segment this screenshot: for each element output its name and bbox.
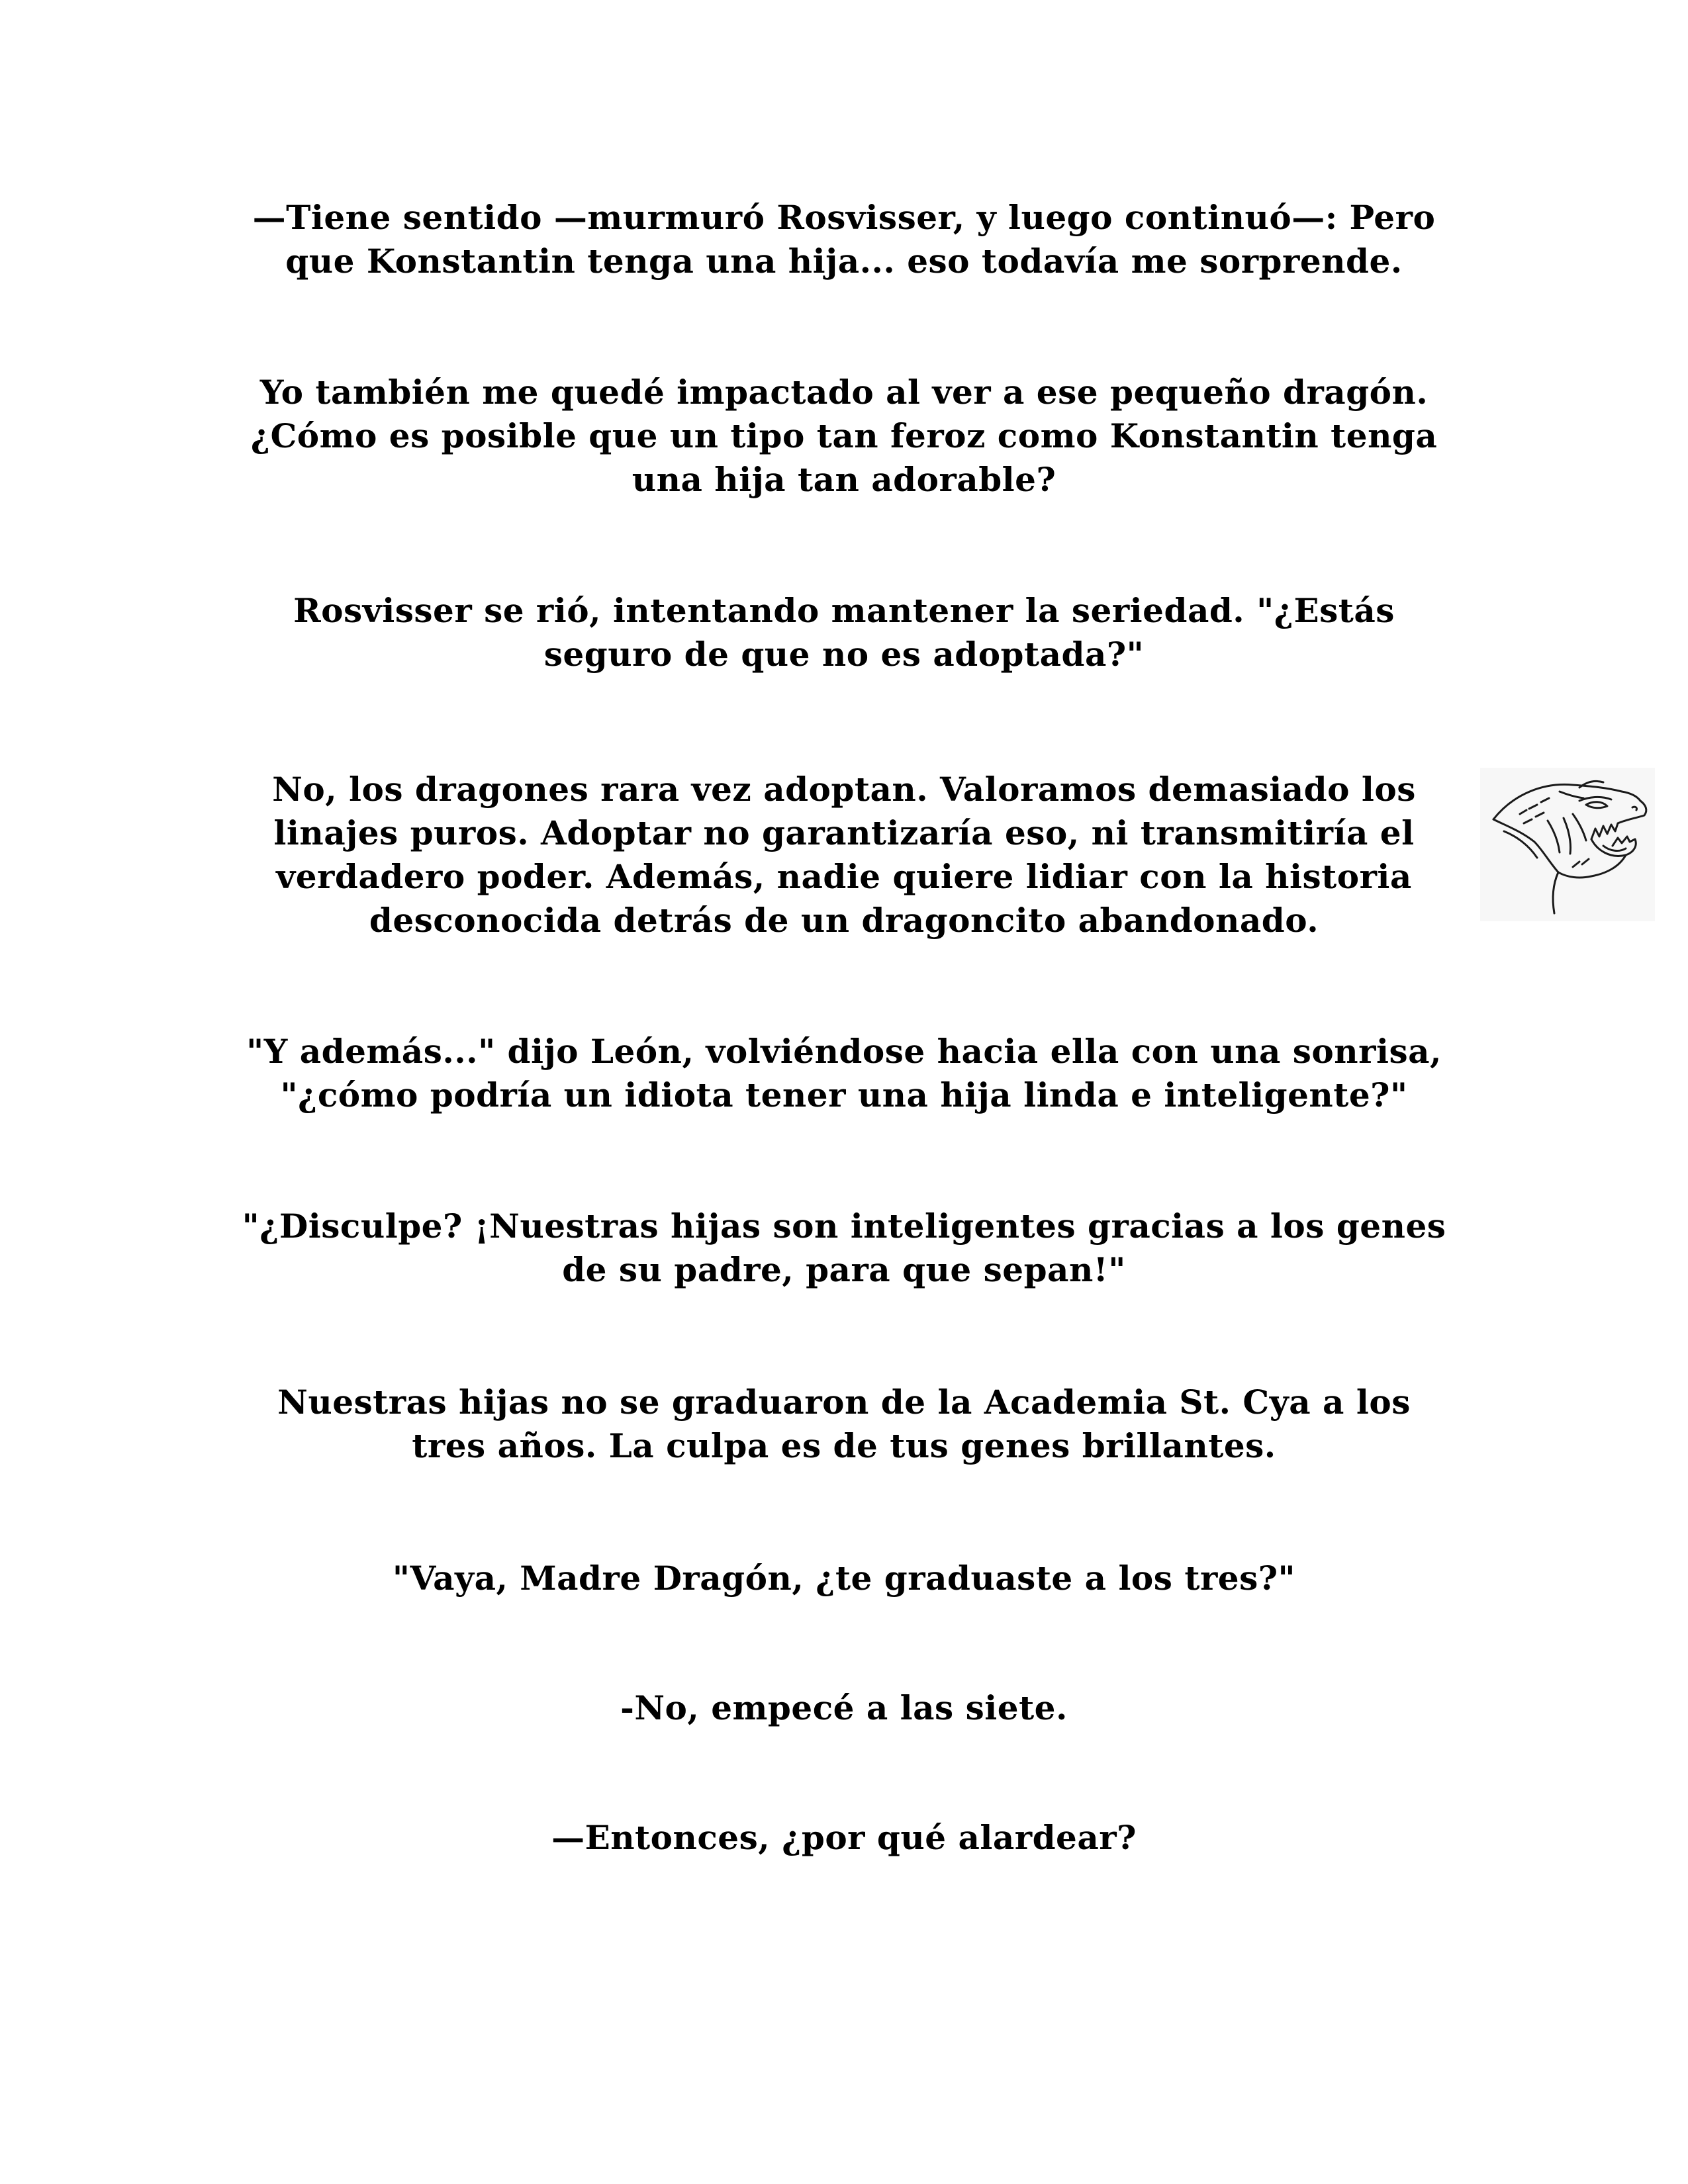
paragraph-line: seguro de que no es adoptada?"	[543, 635, 1145, 674]
paragraph-line: linajes puros. Adoptar no garantizaría eso, ni transmitiría el	[273, 813, 1415, 852]
paragraph-line: "¿cómo podría un idiota tener una hija linda e inteligente?"	[280, 1075, 1408, 1115]
paragraph-7	[0, 1381, 1688, 1468]
paragraph-8	[0, 1557, 1688, 1600]
paragraph-line: —Entonces, ¿por qué alardear?	[551, 1818, 1137, 1857]
paragraph-10	[0, 1816, 1688, 1860]
paragraph-2	[0, 371, 1688, 502]
paragraph-line: de su padre, para que sepan!"	[562, 1250, 1126, 1289]
paragraph-line: verdadero poder. Además, nadie quiere lidiar con la historia	[276, 857, 1412, 896]
paragraph-line: No, los dragones rara vez adoptan. Valoramos demasiado los	[272, 770, 1416, 809]
paragraph-5	[0, 1030, 1688, 1117]
paragraph-line: -No, empecé a las siete.	[620, 1688, 1068, 1727]
paragraph-9	[0, 1686, 1688, 1730]
paragraph-line: —Tiene sentido —murmuró Rosvisser, y luego continuó—: Pero	[252, 198, 1436, 237]
paragraph-1	[0, 196, 1688, 283]
paragraph-line: una hija tan adorable?	[632, 460, 1056, 499]
paragraph-line: Yo también me quedé impactado al ver a ese pequeño dragón.	[259, 373, 1429, 412]
paragraph-4	[0, 768, 1688, 942]
dragon-head-sketch-icon	[1480, 768, 1655, 921]
paragraph-line: "Y además..." dijo León, volviéndose hacia ella con una sonrisa,	[246, 1032, 1442, 1071]
paragraph-6	[0, 1205, 1688, 1292]
paragraph-line: tres años. La culpa es de tus genes brillantes.	[412, 1426, 1276, 1465]
paragraph-line: Rosvisser se rió, intentando mantener la seriedad. "¿Estás	[293, 591, 1395, 630]
paragraph-line: "¿Disculpe? ¡Nuestras hijas son inteligentes gracias a los genes	[242, 1206, 1446, 1246]
paragraph-line: Nuestras hijas no se graduaron de la Academia St. Cya a los	[277, 1383, 1411, 1422]
paragraph-3	[0, 589, 1688, 676]
paragraph-line: "Vaya, Madre Dragón, ¿te graduaste a los tres?"	[392, 1559, 1296, 1598]
paragraph-line: que Konstantin tenga una hija... eso todavía me sorprende.	[285, 242, 1403, 281]
paragraph-line: ¿Cómo es posible que un tipo tan feroz como Konstantin tenga	[250, 416, 1438, 455]
paragraph-line: desconocida detrás de un dragoncito abandonado.	[369, 901, 1319, 940]
